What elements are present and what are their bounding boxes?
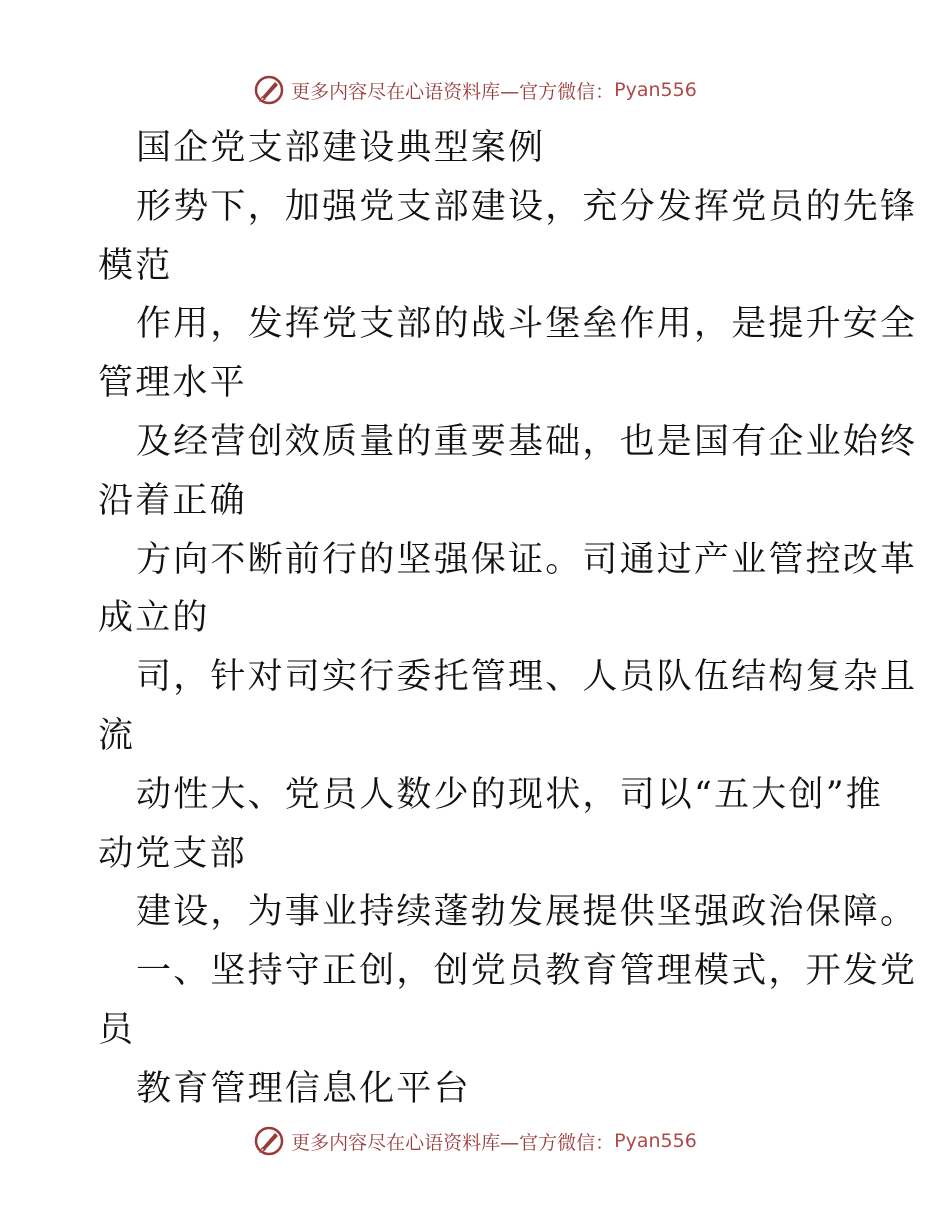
doc-line: 管理水平	[98, 363, 247, 404]
doc-line: 成立的	[98, 598, 210, 639]
doc-line: 方向不断前行的坚强保证。司通过产业管控改革	[136, 539, 918, 580]
document-body	[98, 119, 918, 1119]
doc-line: 建设，为事业持续蓬勃发展提供坚强政治保障。	[136, 892, 918, 933]
doc-line: 员	[98, 1009, 136, 1050]
doc-line: 流	[98, 715, 136, 756]
banner-text: 更多内容尽在心语资料库—官方微信：	[291, 1131, 615, 1154]
footer-watermark-banner	[0, 1121, 950, 1161]
doc-line: 教育管理信息化平台	[136, 1068, 471, 1109]
doc-line: 动性大、党员人数少的现状，司以“五大创”推	[136, 774, 883, 815]
doc-line: 及经营创效质量的重要基础，也是国有企业始终	[136, 421, 918, 462]
doc-line: 一、坚持守正创，创党员教育管理模式，开发党	[136, 951, 918, 992]
doc-line: 模范	[98, 245, 173, 286]
banner-wechat-id: Pyan556	[614, 79, 697, 101]
doc-line: 作用，发挥党支部的战斗堡垒作用，是提升安全	[136, 304, 918, 345]
pen-logo-icon	[253, 74, 285, 106]
doc-line: 沿着正确	[98, 480, 247, 521]
doc-line: 形势下，加强党支部建设，充分发挥党员的先锋	[136, 186, 918, 227]
doc-line: 动党支部	[98, 833, 247, 874]
header-watermark-banner	[0, 70, 950, 110]
doc-line: 司，针对司实行委托管理、人员队伍结构复杂且	[136, 657, 918, 698]
banner-text: 更多内容尽在心语资料库—官方微信：	[291, 80, 615, 103]
banner-wechat-id: Pyan556	[614, 1130, 697, 1152]
doc-title: 国企党支部建设典型案例	[136, 128, 546, 168]
pen-logo-icon	[253, 1125, 285, 1157]
